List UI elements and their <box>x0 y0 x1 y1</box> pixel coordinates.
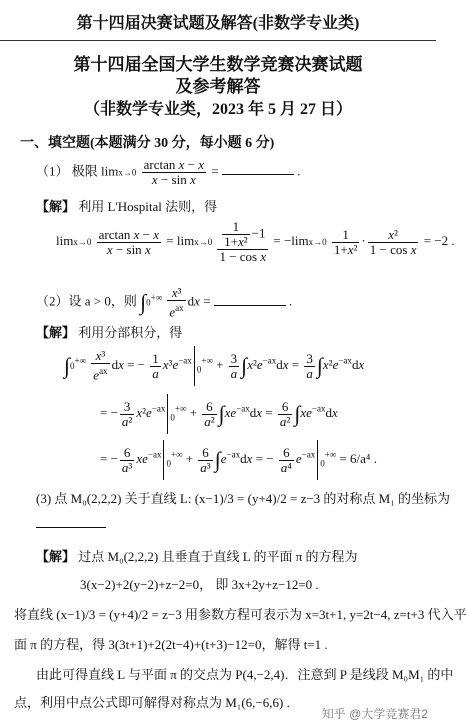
solution-2-row-2: = − $\frac{3}{\text{a²}}$ $x^2e^{-ax}_0^{+\infty}$ + $\frac{6}{\text{a²}}$ $\int xe^{-ax}dx$ = $\frac{6}{\text{a²}}$ $\int xe^{-ax}dx$ <box>100 394 338 434</box>
q2-tail: . <box>289 293 293 309</box>
solution-label: 【解】 <box>36 549 76 564</box>
solution-3-line-2: 将直线 (x−1)/3 = (y+4)/2 = z−3 用参数方程可表示为 x=3t+1, y=2t−4, z=t+3 代入平 <box>14 607 467 622</box>
q3-answer-blank <box>36 527 106 528</box>
q3-answer-blank-line <box>36 516 106 532</box>
watermark: 知乎 @大学竞赛君2 <box>321 707 428 721</box>
solution-1-intro <box>36 196 217 215</box>
question-1: （1） 极限 limx→0 $\frac{\text{arctan x − x}}{\text{x − sin x}}$ = . <box>36 157 301 187</box>
q1-fraction: $\frac{\text{arctan x − x}}{\text{x − sin x}}$ <box>143 157 205 187</box>
q1-label: （1） 极限 <box>36 163 98 179</box>
question-2: （2）设 a > 0，则 ∫0+∞ $\frac{\text{x³}}{e^{ax}}$ dx = . <box>36 285 293 320</box>
header-title: 第十四届决赛试题及解答(非数学专业类) <box>76 15 360 32</box>
q1-answer-blank <box>222 174 294 175</box>
solution-1-text: 利用 L'Hospital 法则，得 <box>78 199 218 214</box>
solution-3-line-3: 面 π 的方程，得 3(3t+1)+2(2t−4)+(t+3)−12=0，解得 t=1 . <box>14 637 328 652</box>
solution-label: 【解】 <box>36 199 76 214</box>
solution-3-line-1: 过点 M₀(2,2,2) 且垂直于直线 L 的平面 π 的方程为 <box>78 549 358 564</box>
solution-2-row-3: = − $\frac{6}{\text{a³}}$ $xe^{-ax}_0^{+\infty}$ + $\frac{6}{\text{a³}}$ $\int e^{-ax}dx$ = − $\frac{6}{\text{a⁴}}$ $e^{-ax}_0^{+\infty} = 6/a^4$ . <box>100 440 377 480</box>
q2-answer-blank <box>214 305 286 306</box>
solution-3-equation: 3(x−2)+2(y−2)+z−2=0， 即 3x+2y+z−12=0 . <box>80 577 319 592</box>
solution-3-line-4: 由此可得直线 L 与平面 π 的交点为 P(4,−2,4)．注意到 P 是线段 M₀M₁ 的中 <box>36 667 454 682</box>
solution-2-intro <box>36 322 182 341</box>
q1-tail: . <box>297 163 301 179</box>
q3-text: (3) 点 M₀(2,2,2) 关于直线 L: (x−1)/3 = (y+4)/2 = z−3 的对称点 M₁ 的坐标为 <box>36 491 451 506</box>
section-heading: 一、填空题(本题满分 30 分，每小题 6 分) <box>20 136 275 151</box>
paper-title: 第十四届全国大学生数学竞赛决赛试题 <box>73 55 363 74</box>
page-header <box>0 0 436 41</box>
solution-1-result: = −2 . <box>423 232 455 248</box>
solution-2-text: 利用分部积分，得 <box>78 325 183 340</box>
question-3 <box>36 488 450 507</box>
solution-3-intro <box>36 546 358 565</box>
solution-2-row-1: ∫0+∞ $\frac{\text{x³}}{e^{ax}}$ dx = − $\frac{1}{a}$ $x^3e^{-ax}_0^{+\infty}$ + $\frac{3}{a}$ $\int x^2e^{-ax}dx$ = $\frac{3}{a}$ $\int x^2e^{-ax}dx$ <box>64 346 364 386</box>
solution-label: 【解】 <box>36 325 76 340</box>
q2-label: （2）设 a > 0，则 <box>36 293 137 309</box>
solution-2-result: 6/a⁴ . <box>350 450 377 466</box>
paper-subtitle: 及参考解答 <box>175 77 261 96</box>
solution-3-line-5: 点，利用中点公式即可解得对称点为 M₁(6,−6,6) . <box>14 695 290 710</box>
solution-1-equation: limx→0 $\frac{\text{arctan x − x}}{\text{x − sin x}}$ = limx→0 $\frac{1}{\text{1+x²}}$ −1 1 − cos x = −limx→0 $\frac{1}{\text{1+x²}}$ · $\frac{\text{x²}}{\text{1 − cos x}}$ = −2 . <box>56 219 455 264</box>
paper-date: （非数学专业类，2023 年 5 月 27 日） <box>83 101 352 118</box>
